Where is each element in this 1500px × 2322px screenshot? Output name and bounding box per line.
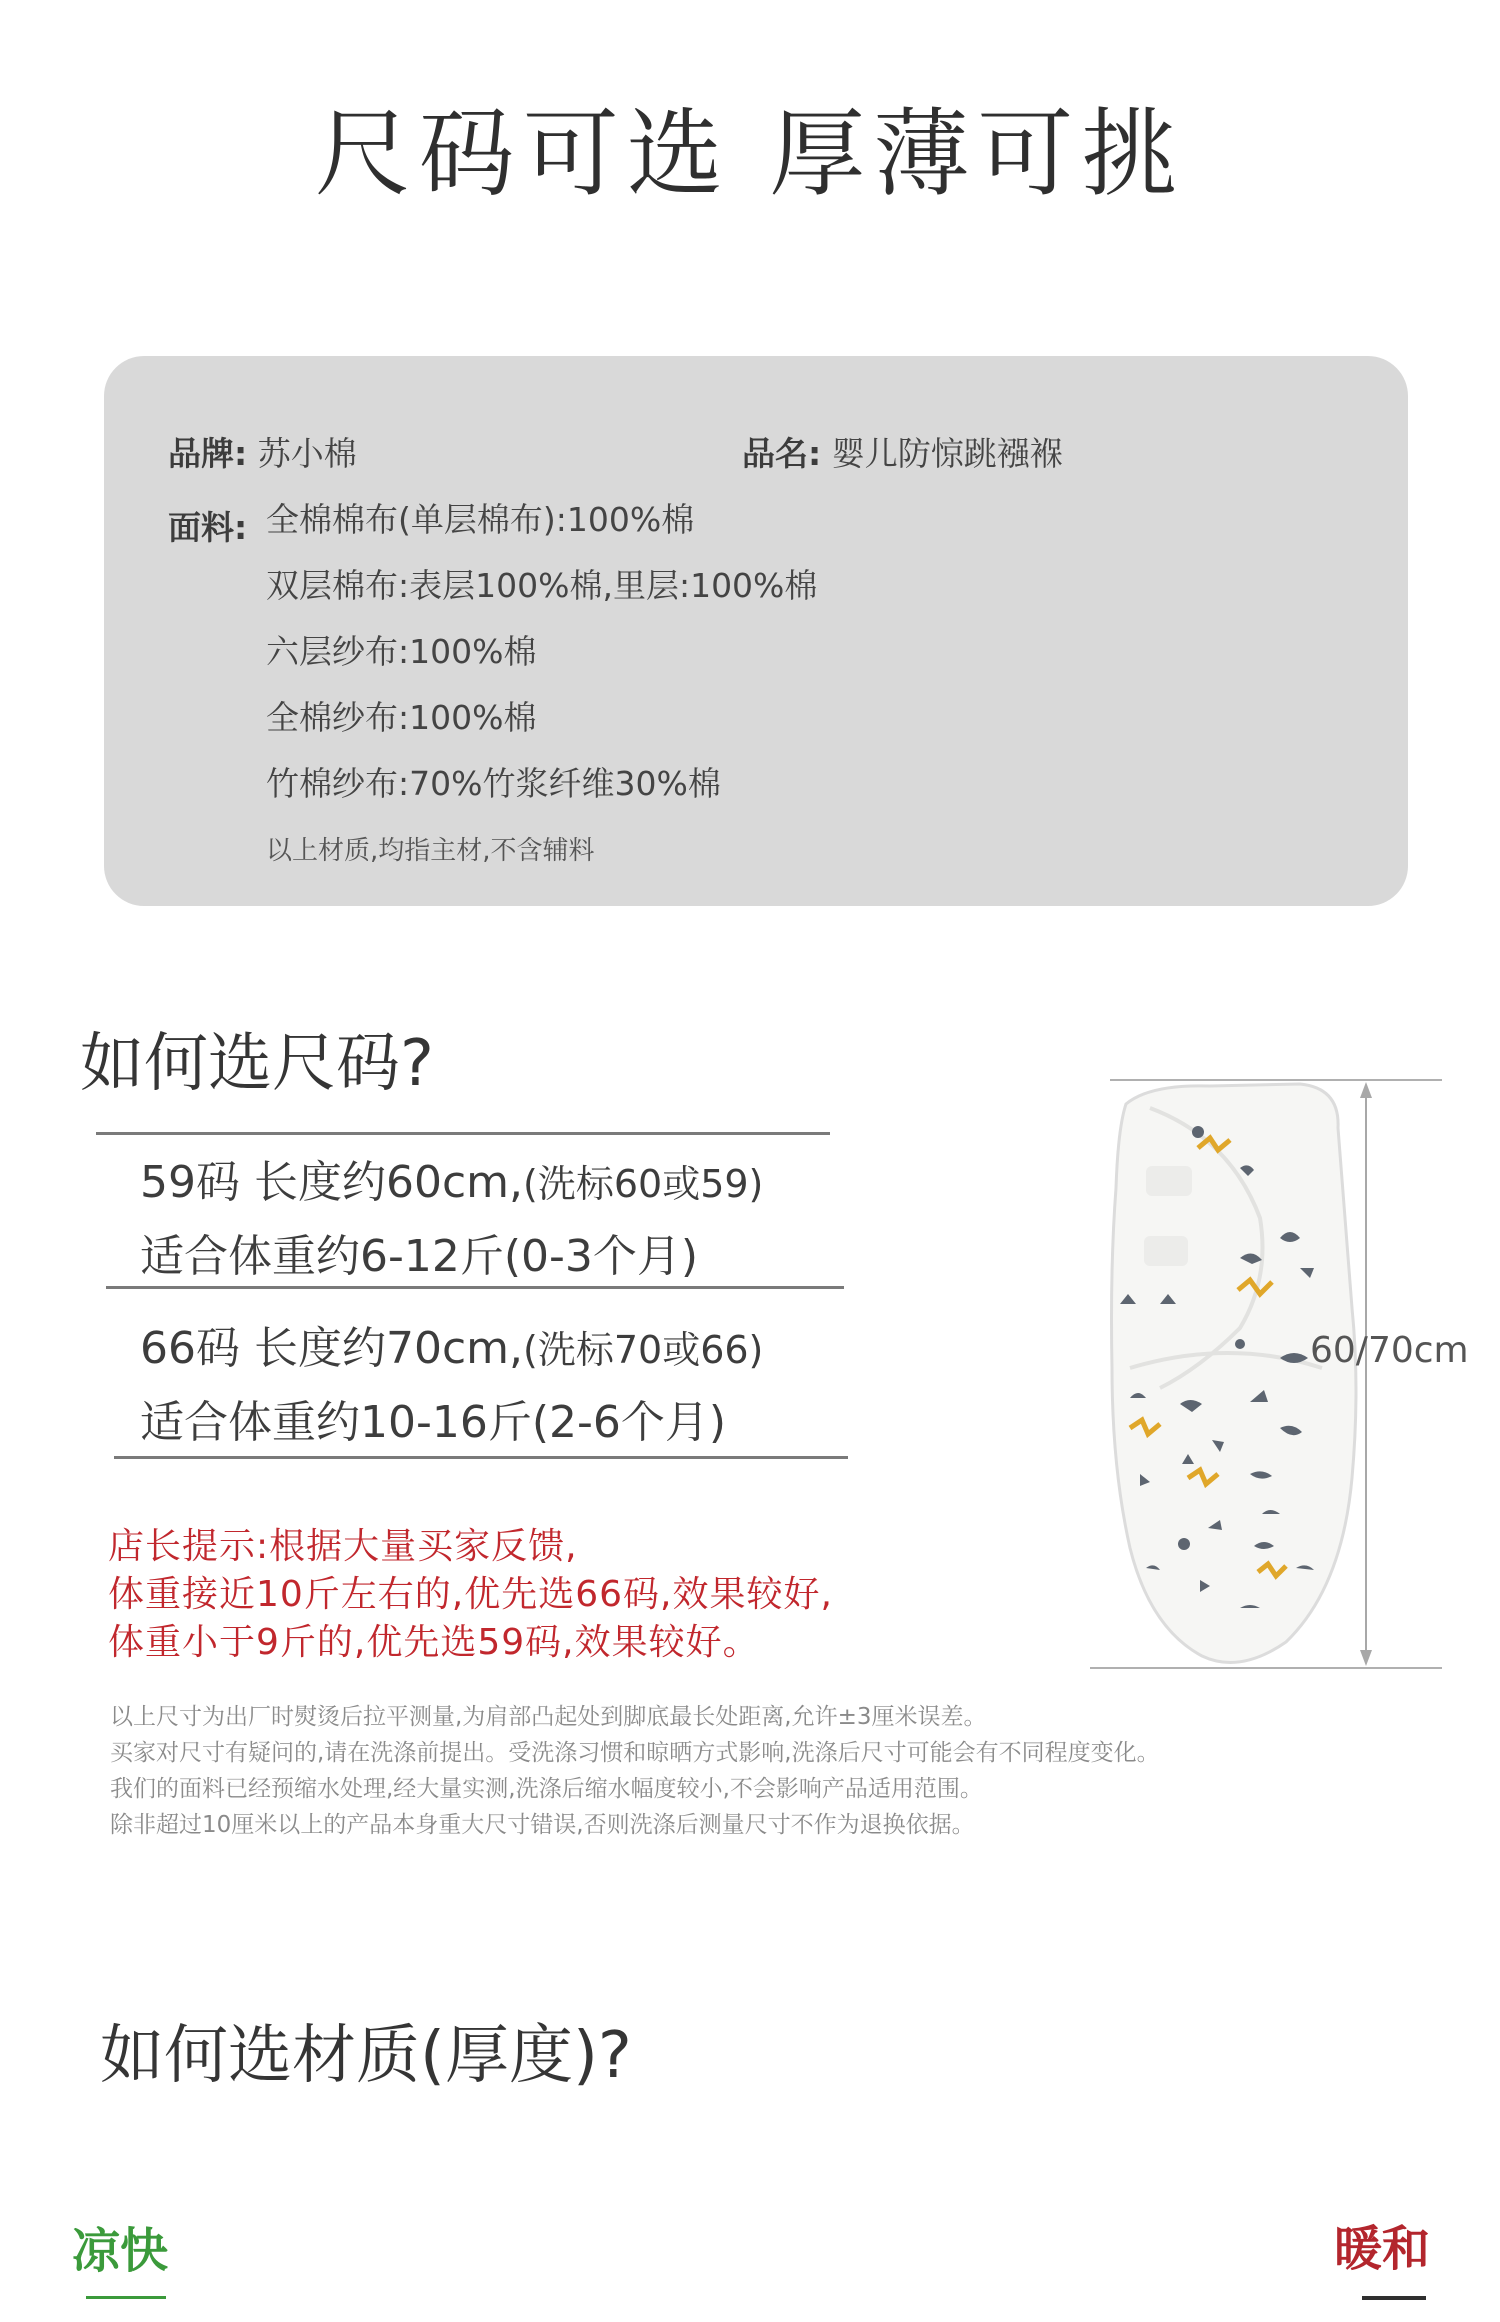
size-section-heading: 如何选尺码? [80,1027,434,1101]
brand-value: 苏小棉 [257,434,357,473]
cool-label: 凉快 [72,2223,169,2279]
product-name-row [742,428,1063,475]
size-66-weight: 适合体重约10-16斤(2-6个月) [140,1397,727,1448]
size-66-length-main: 66码 长度约70cm, [140,1323,524,1374]
brand-label: 品牌: [168,434,248,473]
fabric-line-4: 全棉纱布:100%棉 [266,698,537,737]
fabric-line-3: 六层纱布:100%棉 [266,632,537,671]
size-59-wash-label: (洗标60或59) [523,1162,764,1206]
store-tip-line-2: 体重接近10斤左右的,优先选66码,效果较好, [108,1574,833,1615]
disclaimer-line-3: 我们的面料已经预缩水处理,经大量实测,洗涤后缩水幅度较小,不会影响产品适用范围。 [110,1776,983,1802]
disclaimer-line-2: 买家对尺寸有疑问的,请在洗涤前提出。受洗涤习惯和晾晒方式影响,洗涤后尺寸可能会有不同程度变化。 [110,1740,1160,1766]
size-divider-bottom [114,1456,848,1459]
size-59-length [140,1146,763,1210]
store-tip-line-1: 店长提示:根据大量买家反馈, [108,1526,578,1567]
fabric-line-5: 竹棉纱布:70%竹浆纤维30%棉 [266,764,721,803]
material-section-heading: 如何选材质(厚度)? [100,2019,632,2093]
size-divider-middle [106,1286,844,1289]
dimension-arrow-up [1360,1082,1372,1098]
size-66-length [140,1312,763,1376]
product-name-value: 婴儿防惊跳襁褓 [831,434,1063,473]
size-59-weight: 适合体重约6-12斤(0-3个月) [140,1231,699,1282]
brand-row [168,428,357,475]
fabric-line-1: 全棉棉布(单层棉布):100%棉 [266,500,695,539]
velcro-tab-top [1146,1166,1192,1196]
dimension-label: 60/70cm [1310,1330,1469,1371]
dimension-arrow-down [1360,1650,1372,1666]
velcro-tab-bottom [1144,1236,1188,1266]
swaddle-product-image [1090,1068,1500,1688]
size-59-length-main: 59码 长度约60cm, [140,1157,524,1208]
warm-label: 暖和 [1334,2221,1431,2277]
size-66-wash-label: (洗标70或66) [523,1328,764,1372]
material-note: 以上材质,均指主材,不含辅料 [266,836,595,866]
disclaimer-line-4: 除非超过10厘米以上的产品本身重大尺寸错误,否则洗涤后测量尺寸不作为退换依据。 [110,1812,975,1838]
product-name-label: 品名: [742,434,822,473]
fabric-line-2: 双层棉布:表层100%棉,里层:100%棉 [266,566,818,605]
cropped-material-swatch-right [1362,2296,1426,2322]
size-divider-top [96,1132,830,1135]
fabric-label: 面料: [168,508,248,547]
cropped-material-swatch-left [86,2292,166,2322]
page-title: 尺码可选 厚薄可挑 [314,98,1186,210]
disclaimer-line-1: 以上尺寸为出厂时熨烫后拉平测量,为肩部凸起处到脚底最长处距离,允许±3厘米误差。 [110,1704,987,1730]
store-tip-line-3: 体重小于9斤的,优先选59码,效果较好。 [108,1622,760,1663]
